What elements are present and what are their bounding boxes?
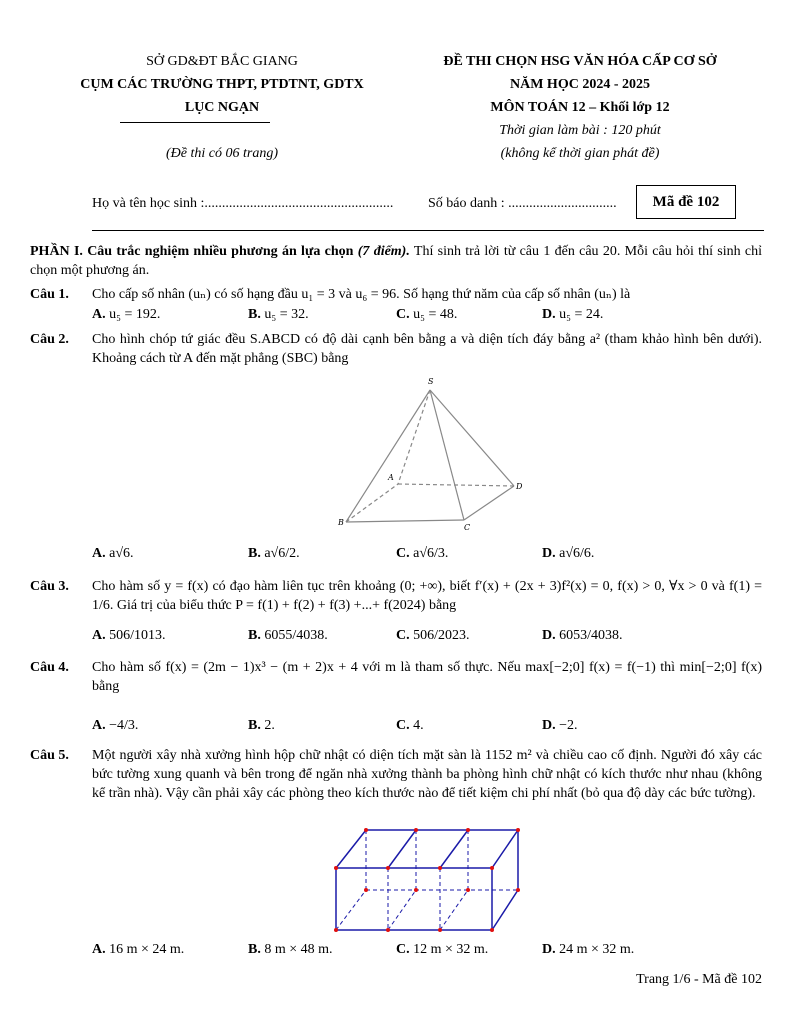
answers-2 bbox=[92, 546, 772, 566]
part1-heading bbox=[30, 242, 762, 280]
answer-b[interactable]: B. 8 m × 48 m. bbox=[248, 942, 333, 957]
answer-b[interactable]: B. u₅ = 32. bbox=[248, 307, 309, 322]
exam-title: ĐỀ THI CHỌN HSG VĂN HÓA CẤP CƠ SỞ bbox=[443, 54, 717, 69]
answer-c[interactable]: C. 4. bbox=[396, 718, 424, 733]
label-s: S bbox=[428, 377, 434, 386]
question-2 bbox=[30, 330, 762, 368]
answer-c[interactable]: C. 506/2023. bbox=[396, 628, 470, 643]
exam-code-box: Mã đề 102 bbox=[636, 185, 736, 219]
student-name-field: Họ và tên học sinh :...................................................... bbox=[92, 196, 394, 211]
question-text: Cho hàm số y = f(x) có đạo hàm liên tục trên khoảng (0; +∞), biết f′(x) + (2x + 3)f²(x) = 0, f(x) > 0, ∀x > 0 và f(1) = 1/6. Giá trị của biểu thức P = f(1) + f(2) + f(3) +...+ f(2024) bằng bbox=[92, 579, 762, 613]
answer-c[interactable]: C. u₅ = 48. bbox=[396, 307, 458, 322]
header-divider bbox=[92, 230, 764, 231]
answer-d[interactable]: D. a√6/6. bbox=[542, 546, 595, 561]
warehouse-figure bbox=[328, 822, 528, 934]
question-text: Cho hàm số f(x) = (2m − 1)x³ − (m + 2)x + 4 với m là tham số thực. Nếu max[−2;0] f(x) = f(−1) thì min[−2;0] f(x) bằng bbox=[92, 660, 762, 694]
answer-c[interactable]: C. a√6/3. bbox=[396, 546, 449, 561]
answer-c[interactable]: C. 12 m × 32 m. bbox=[396, 942, 489, 957]
question-label: Câu 1. bbox=[30, 287, 69, 302]
label-c: C bbox=[464, 523, 471, 532]
question-label: Câu 4. bbox=[30, 660, 69, 675]
answer-d[interactable]: D. 24 m × 32 m. bbox=[542, 942, 635, 957]
answers-1 bbox=[92, 307, 772, 327]
question-text: Cho cấp số nhân (uₙ) có số hạng đầu u₁ = 3 và u₆ = 96. Số hạng thứ năm của cấp số nhân (uₙ) là bbox=[92, 287, 631, 302]
question-1 bbox=[30, 285, 762, 304]
time-note: (không kể thời gian phát đề) bbox=[500, 146, 660, 161]
page-footer: Trang 1/6 - Mã đề 102 bbox=[636, 972, 762, 987]
pages-note: (Đề thi có 06 trang) bbox=[166, 146, 278, 161]
question-label: Câu 5. bbox=[30, 748, 69, 763]
answer-a[interactable]: A. a√6. bbox=[92, 546, 134, 561]
answer-a[interactable]: A. 506/1013. bbox=[92, 628, 166, 643]
answer-b[interactable]: B. 2. bbox=[248, 718, 275, 733]
answer-a[interactable]: A. u₅ = 192. bbox=[92, 307, 161, 322]
answer-b[interactable]: B. 6055/4038. bbox=[248, 628, 328, 643]
header-underline bbox=[120, 122, 270, 123]
answers-3 bbox=[92, 628, 772, 648]
answer-a[interactable]: A. 16 m × 24 m. bbox=[92, 942, 185, 957]
time-limit: Thời gian làm bài : 120 phút bbox=[499, 123, 661, 138]
dept-name: SỞ GD&ĐT BẮC GIANG bbox=[146, 54, 298, 69]
answers-5 bbox=[92, 942, 772, 962]
label-b: B bbox=[338, 518, 344, 527]
school-cluster: CỤM CÁC TRƯỜNG THPT, PTDTNT, GDTX bbox=[80, 77, 364, 92]
student-id-field: Số báo danh : ............................... bbox=[428, 196, 617, 211]
question-4 bbox=[30, 658, 762, 696]
question-3 bbox=[30, 577, 762, 615]
district-name: LỤC NGẠN bbox=[184, 100, 260, 115]
part1-desc: Thí sinh trả lời từ câu 1 đến câu 20. Mỗi câu hỏi thí sinh chỉ chọn một phương án. bbox=[30, 244, 762, 278]
answers-4 bbox=[92, 718, 772, 738]
answer-b[interactable]: B. a√6/2. bbox=[248, 546, 300, 561]
answer-d[interactable]: D. −2. bbox=[542, 718, 578, 733]
part1-points: (7 điểm). bbox=[357, 244, 410, 259]
part1-title: PHẦN I. Câu trắc nghiệm nhiều phương án lựa chọn bbox=[30, 244, 354, 259]
question-text: Một người xây nhà xưởng hình hộp chữ nhật có diện tích mặt sàn là 1152 m² và chiều cao cố định. Người đó xây các bức tường xung quanh và bên trong để ngăn nhà xưởng thành ba phòng hình chữ nhật có kích thước như nhau (không kể trần nhà). Vậy cần phải xây các phòng theo kích thước nào để tiết kiệm chi phí nhất (bỏ qua độ dày các bức tường). bbox=[92, 748, 762, 801]
label-d: D bbox=[516, 482, 523, 491]
question-text: Cho hình chóp tứ giác đều S.ABCD có độ dài cạnh bên bằng a và diện tích đáy bằng a² (tham khảo hình bên dưới). Khoảng cách từ A đến mặt phẳng (SBC) bằng bbox=[92, 332, 762, 366]
answer-d[interactable]: D. 6053/4038. bbox=[542, 628, 623, 643]
question-label: Câu 2. bbox=[30, 332, 69, 347]
subject: MÔN TOÁN 12 – Khối lớp 12 bbox=[490, 100, 670, 115]
pyramid-figure bbox=[330, 372, 530, 540]
question-5 bbox=[30, 746, 762, 803]
school-year: NĂM HỌC 2024 - 2025 bbox=[510, 77, 650, 92]
answer-a[interactable]: A. −4/3. bbox=[92, 718, 139, 733]
label-a: A bbox=[388, 473, 394, 482]
answer-d[interactable]: D. u₅ = 24. bbox=[542, 307, 604, 322]
question-label: Câu 3. bbox=[30, 579, 69, 594]
